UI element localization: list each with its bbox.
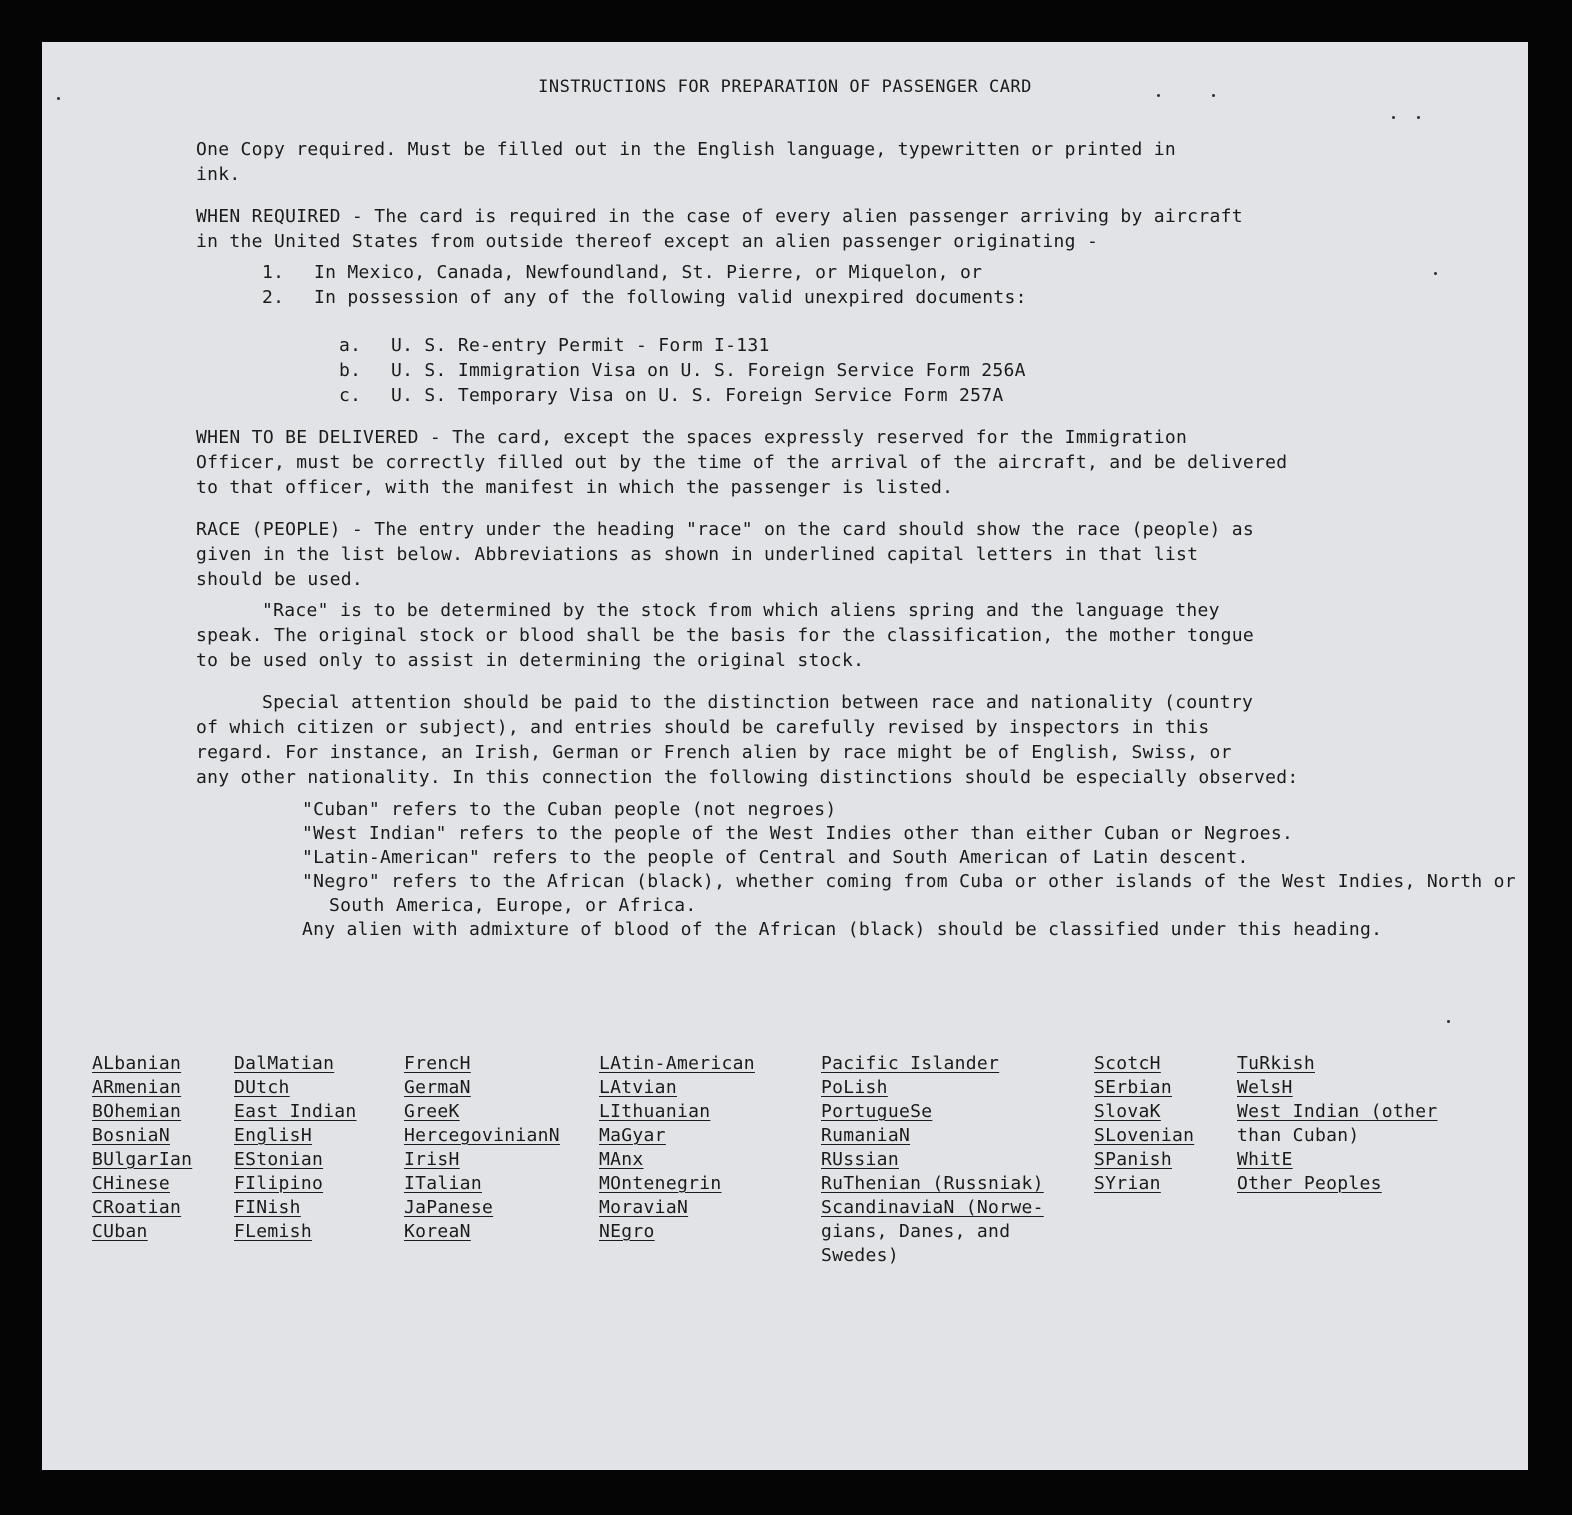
race-entry: BUlgarIan xyxy=(92,1149,193,1170)
scan-speck xyxy=(57,97,60,100)
race-column xyxy=(1094,1052,1194,1196)
document-page xyxy=(42,42,1528,1470)
scan-speck xyxy=(1417,116,1420,119)
race-entry: FLemish xyxy=(234,1221,312,1242)
race-entry: SLovenian xyxy=(1094,1125,1195,1146)
race-column xyxy=(821,1052,1044,1268)
document-list xyxy=(339,333,1516,408)
race-entry: Swedes) xyxy=(821,1245,899,1266)
scan-speck xyxy=(1447,1020,1450,1023)
scan-speck xyxy=(1392,116,1395,119)
definition-item: Any alien with admixture of blood of the African (black) should be classified under this heading. xyxy=(302,919,1383,940)
race-entry: East Indian xyxy=(234,1101,357,1122)
race-definition-paragraph: "Race" is to be determined by the stock from which aliens spring and the language they speak. The original stock or blood shall be the basis for the classification, the mother tongue to be used only to assist in determining the original stock. xyxy=(196,600,1255,671)
race-entry: CHinese xyxy=(92,1173,170,1194)
exception-list xyxy=(262,260,1516,310)
race-entry: ARmenian xyxy=(92,1077,182,1098)
list-item: b. U. S. Immigration Visa on U. S. Foreign Service Form 256A xyxy=(339,360,1026,381)
race-column xyxy=(92,1052,192,1244)
race-entry: SlovaK xyxy=(1094,1101,1161,1122)
definition-item: "Negro" refers to the African (black), whether coming from Cuba or other islands of the West Indies, North or South America, Europe, or Africa. xyxy=(302,871,1516,916)
race-entry: gians, Danes, and xyxy=(821,1221,1011,1242)
race-entry: SErbian xyxy=(1094,1077,1172,1098)
race-entry: CRoatian xyxy=(92,1197,182,1218)
list-item: 1. In Mexico, Canada, Newfoundland, St. Pierre, or Miquelon, or xyxy=(262,262,983,283)
race-entry: JaPanese xyxy=(404,1197,494,1218)
instructions-body xyxy=(196,137,1516,942)
race-entry: GermaN xyxy=(404,1077,471,1098)
race-entry: EStonian xyxy=(234,1149,324,1170)
race-entry: LAtin-American xyxy=(599,1053,755,1074)
race-entry: Other Peoples xyxy=(1237,1173,1382,1194)
when-delivered-paragraph: WHEN TO BE DELIVERED - The card, except the spaces expressly reserved for the Immigration Officer, must be correctly filled out by the time of the arrival of the aircraft, and be delivered to that officer, with the manifest in which the passenger is listed. xyxy=(196,427,1288,498)
race-column xyxy=(599,1052,755,1244)
race-column xyxy=(1237,1052,1437,1196)
race-entry: SPanish xyxy=(1094,1149,1172,1170)
race-entry: WhitE xyxy=(1237,1149,1293,1170)
race-entry: ALbanian xyxy=(92,1053,182,1074)
race-entry: RUssian xyxy=(821,1149,899,1170)
race-paragraph: RACE (PEOPLE) - The entry under the heading "race" on the card should show the race (people) as given in the list below. Abbreviations as shown in underlined capital letters in that list should be used. xyxy=(196,519,1255,590)
race-entry: SYrian xyxy=(1094,1173,1161,1194)
when-required-paragraph: WHEN REQUIRED - The card is required in the case of every alien passenger arriving by aircraft in the United States from outside thereof except an alien passenger originating - xyxy=(196,206,1243,252)
intro-paragraph: One Copy required. Must be filled out in the English language, typewritten or printed in ink. xyxy=(196,139,1177,185)
definition-item: "Latin-American" refers to the people of Central and South American of Latin descent. xyxy=(302,847,1249,868)
race-entry: FIlipino xyxy=(234,1173,324,1194)
race-entry: ScotcH xyxy=(1094,1053,1161,1074)
race-entry: MOntenegrin xyxy=(599,1173,722,1194)
race-entry: TuRkish xyxy=(1237,1053,1315,1074)
race-entry: ScandinaviaN (Norwe- xyxy=(821,1197,1044,1218)
scan-speck xyxy=(1212,94,1215,97)
page-title: INSTRUCTIONS FOR PREPARATION OF PASSENGER CARD xyxy=(538,77,1032,97)
race-column xyxy=(404,1052,560,1244)
race-entry: NEgro xyxy=(599,1221,655,1242)
race-entry: BOhemian xyxy=(92,1101,182,1122)
race-column xyxy=(234,1052,357,1244)
race-entry: HercegovinianN xyxy=(404,1125,560,1146)
race-entry: DalMatian xyxy=(234,1053,335,1074)
race-entry: PoLish xyxy=(821,1077,888,1098)
race-entry: RuThenian (Russniak) xyxy=(821,1173,1044,1194)
list-item: 2. In possession of any of the following valid unexpired documents: xyxy=(262,287,1027,308)
race-entry: DUtch xyxy=(234,1077,290,1098)
race-entry: IrisH xyxy=(404,1149,460,1170)
list-item: a. U. S. Re-entry Permit - Form I-131 xyxy=(339,335,770,356)
race-entry: LIthuanian xyxy=(599,1101,711,1122)
special-attention-paragraph: Special attention should be paid to the distinction between race and nationality (country of which citizen or subject), and entries should be carefully revised by inspectors in this regard. For instance, an Irish, German or French alien by race might be of English, Swiss, or any other nationality. In this connection the following distinctions should be especially observed: xyxy=(196,692,1299,788)
distinction-list xyxy=(302,798,1516,942)
race-entry: CUban xyxy=(92,1221,148,1242)
race-entry: MaGyar xyxy=(599,1125,666,1146)
race-entry: EnglisH xyxy=(234,1125,312,1146)
race-entry: MoraviaN xyxy=(599,1197,689,1218)
race-entry: RumaniaN xyxy=(821,1125,911,1146)
race-entry: KoreaN xyxy=(404,1221,471,1242)
race-entry: FINish xyxy=(234,1197,301,1218)
race-entry: MAnx xyxy=(599,1149,644,1170)
race-entry: GreeK xyxy=(404,1101,460,1122)
scan-speck xyxy=(1157,94,1160,97)
race-entry: ITalian xyxy=(404,1173,482,1194)
race-entry: BosniaN xyxy=(92,1125,170,1146)
race-entry: LAtvian xyxy=(599,1077,677,1098)
race-entry: PortugueSe xyxy=(821,1101,933,1122)
race-entry: West Indian (other xyxy=(1237,1101,1438,1122)
list-item: c. U. S. Temporary Visa on U. S. Foreign Service Form 257A xyxy=(339,385,1004,406)
race-entry: WelsH xyxy=(1237,1077,1293,1098)
race-entry: Pacific Islander xyxy=(821,1053,1000,1074)
definition-item: "West Indian" refers to the people of the West Indies other than either Cuban or Negroes. xyxy=(302,823,1294,844)
definition-item: "Cuban" refers to the Cuban people (not negroes) xyxy=(302,799,837,820)
race-entry: FrencH xyxy=(404,1053,471,1074)
race-entry: than Cuban) xyxy=(1237,1125,1360,1146)
